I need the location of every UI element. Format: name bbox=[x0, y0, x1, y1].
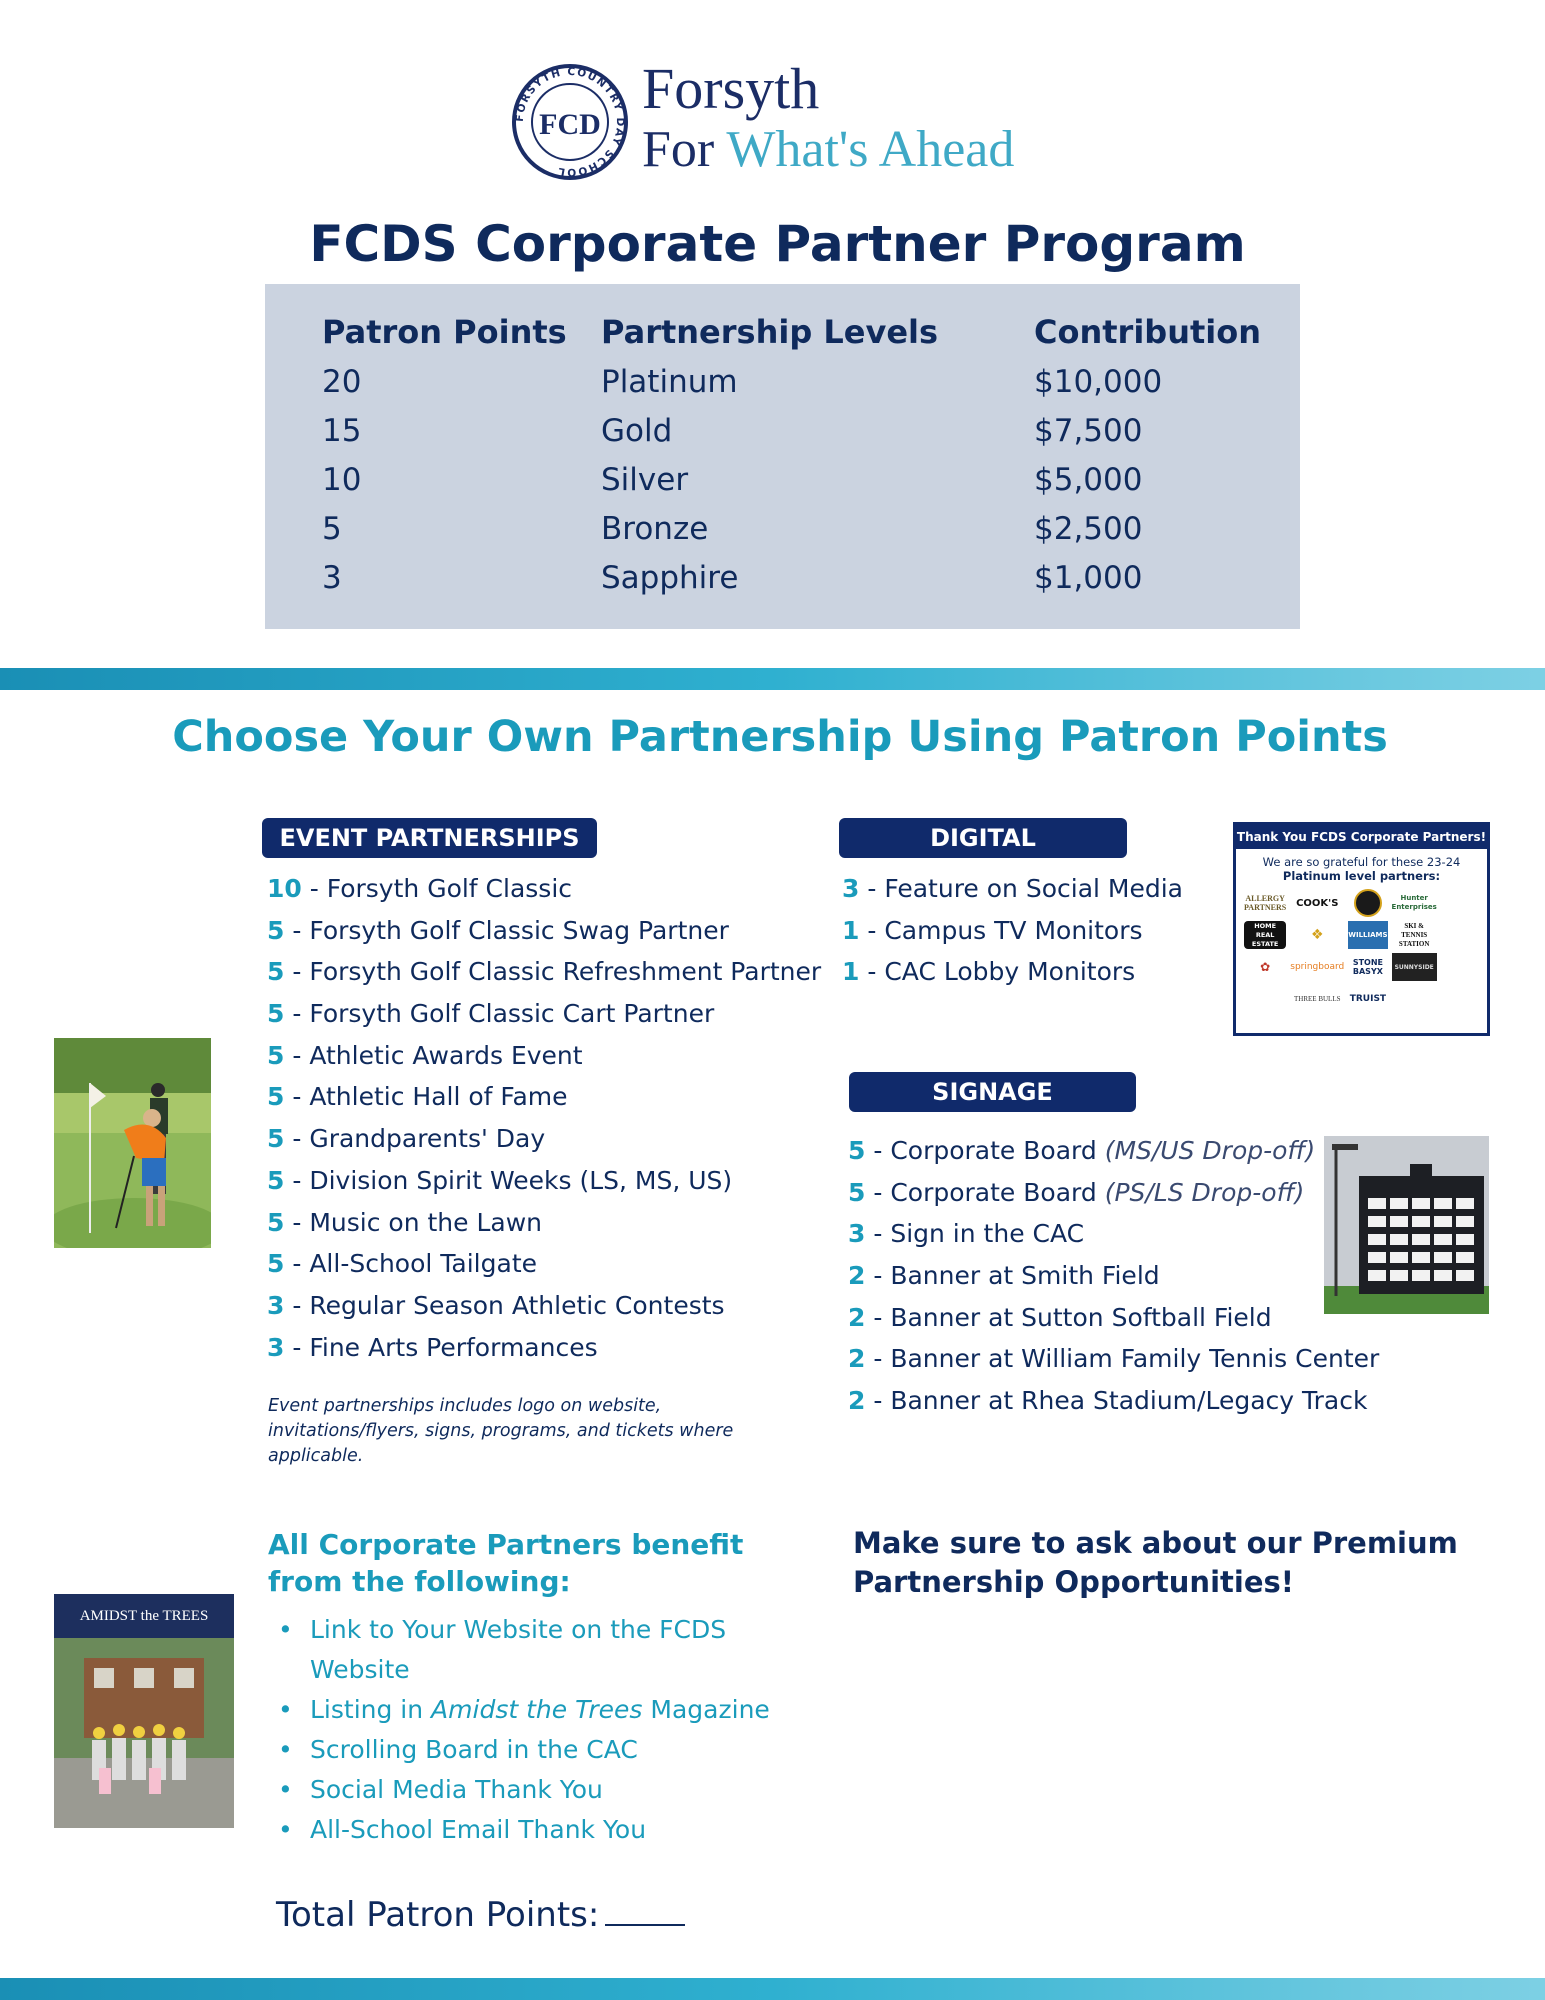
points-value: 10 bbox=[267, 874, 302, 903]
level-cell: Bronze bbox=[601, 511, 709, 547]
list-item: 5 - Corporate Board (MS/US Drop-off) bbox=[848, 1136, 1316, 1165]
item-label: Forsyth Golf Classic bbox=[326, 874, 573, 903]
points-value: 5 bbox=[267, 957, 285, 987]
item-label: Grandparents' Day bbox=[309, 1124, 546, 1154]
level-cell: Sapphire bbox=[601, 560, 739, 596]
partner-logo: ✿ bbox=[1260, 959, 1271, 974]
benefit-text: Scrolling Board in the CAC bbox=[310, 1735, 638, 1764]
partner-logo bbox=[1348, 889, 1387, 917]
partner-logo bbox=[1392, 985, 1437, 1013]
partner-logo bbox=[1441, 985, 1479, 1013]
list-item: 5 - Corporate Board (PS/LS Drop-off) bbox=[848, 1177, 1305, 1207]
points-value: 5 bbox=[267, 1124, 285, 1154]
item-label: Athletic Awards Event bbox=[309, 1040, 583, 1070]
school-wordmark bbox=[642, 56, 1015, 178]
wordmark-line1: Forsyth bbox=[642, 56, 820, 121]
wordmark-for: For bbox=[642, 121, 715, 178]
points-value: 3 bbox=[267, 1332, 285, 1362]
partner-logo: springboard bbox=[1290, 961, 1345, 972]
magazine-photo bbox=[54, 1638, 234, 1828]
points-value: 5 bbox=[267, 1040, 285, 1070]
list-item: 2 - Banner at Smith Field bbox=[848, 1261, 1160, 1291]
benefit-item bbox=[278, 1770, 798, 1810]
item-label: Banner at Rhea Stadium/Legacy Track bbox=[890, 1386, 1368, 1416]
points-value: 5 bbox=[848, 1177, 866, 1207]
partner-logo: SUNNYSIDE bbox=[1392, 953, 1437, 981]
seal-text: FORSYTH COUNTRY DAY SCHOOL bbox=[513, 65, 627, 179]
contribution-column bbox=[1034, 306, 1261, 603]
partner-logo: STONE BASYX bbox=[1352, 958, 1383, 976]
benefits-list bbox=[278, 1610, 798, 1850]
golf-photo bbox=[54, 1038, 211, 1248]
benefit-text: All-School Email Thank You bbox=[310, 1815, 647, 1844]
points-value: 1 bbox=[842, 957, 860, 987]
partner-logo: WILLIAMS bbox=[1348, 921, 1387, 949]
partner-logo bbox=[1244, 985, 1286, 1013]
corporate-sign-photo bbox=[1324, 1136, 1489, 1314]
benefit-text: Social Media Thank You bbox=[310, 1775, 603, 1804]
partner-logo: THREE BULLS bbox=[1294, 994, 1341, 1003]
item-label: Fine Arts Performances bbox=[309, 1332, 598, 1362]
choose-heading: Choose Your Own Partnership Using Patron Points bbox=[172, 712, 1388, 762]
points-cell: 5 bbox=[322, 511, 342, 547]
points-value: 2 bbox=[848, 1302, 866, 1332]
points-value: 5 bbox=[267, 1165, 285, 1195]
list-item: 1 - CAC Lobby Monitors bbox=[842, 957, 1136, 987]
benefit-item bbox=[278, 1690, 798, 1730]
points-value: 5 bbox=[267, 999, 285, 1029]
contribution-cell: $5,000 bbox=[1034, 462, 1143, 498]
level-cell: Platinum bbox=[601, 364, 738, 400]
item-label: CAC Lobby Monitors bbox=[884, 957, 1136, 987]
signage-label: SIGNAGE bbox=[849, 1072, 1136, 1112]
points-value: 3 bbox=[848, 1219, 866, 1249]
item-label: Corporate Board bbox=[890, 1177, 1097, 1207]
item-label: Regular Season Athletic Contests bbox=[309, 1290, 725, 1320]
partner-logo: COOK'S bbox=[1296, 897, 1339, 909]
benefit-item bbox=[278, 1810, 798, 1850]
list-item: 5 - Grandparents' Day bbox=[267, 1124, 546, 1154]
wordmark-line2 bbox=[642, 121, 1015, 178]
partner-logo: ALLERGY PARTNERS bbox=[1244, 894, 1287, 912]
list-item: 3 - Regular Season Athletic Contests bbox=[267, 1290, 725, 1320]
points-value: 3 bbox=[842, 874, 860, 903]
item-label: Banner at Smith Field bbox=[890, 1261, 1160, 1291]
points-value: 2 bbox=[848, 1386, 866, 1416]
list-item: 5 - Forsyth Golf Classic Swag Partner bbox=[267, 915, 729, 945]
event-note: Event partnerships includes logo on website, invitations/flyers, signs, programs, and tickets where applicable. bbox=[268, 1396, 734, 1466]
card-subtitle bbox=[1236, 855, 1487, 883]
total-points-blank[interactable] bbox=[605, 1894, 685, 1926]
list-item: 3 - Fine Arts Performances bbox=[267, 1332, 598, 1362]
list-item: 1 - Campus TV Monitors bbox=[842, 915, 1143, 945]
seal-monogram: FCD bbox=[539, 108, 601, 141]
item-label: Feature on Social Media bbox=[884, 874, 1183, 903]
contribution-header: Contribution bbox=[1034, 313, 1262, 351]
points-value: 5 bbox=[267, 1207, 285, 1237]
list-item: 10 - Forsyth Golf Classic bbox=[267, 874, 573, 903]
points-value: 5 bbox=[848, 1136, 866, 1165]
points-value: 5 bbox=[267, 915, 285, 945]
item-label: Sign in the CAC bbox=[890, 1219, 1085, 1249]
list-item: 5 - Athletic Hall of Fame bbox=[267, 1082, 568, 1112]
event-partnerships-list bbox=[267, 868, 821, 1368]
contribution-cell: $2,500 bbox=[1034, 511, 1143, 547]
list-item: 3 - Sign in the CAC bbox=[848, 1219, 1085, 1249]
thank-you-partners-card bbox=[1233, 822, 1490, 1036]
premium-callout: Make sure to ask about our Premium Partnership Opportunities! bbox=[853, 1526, 1458, 1599]
partner-logo: ❖ bbox=[1310, 926, 1324, 943]
benefit-text: Listing in bbox=[310, 1695, 432, 1724]
item-label: Forsyth Golf Classic Swag Partner bbox=[309, 915, 729, 945]
points-cell: 10 bbox=[322, 462, 362, 498]
total-points-label: Total Patron Points: bbox=[276, 1895, 600, 1935]
list-item: 5 - Athletic Awards Event bbox=[267, 1040, 583, 1070]
page-title: FCDS Corporate Partner Program bbox=[309, 215, 1246, 273]
item-label: All-School Tailgate bbox=[309, 1249, 538, 1279]
partner-logo: HOME REAL ESTATE bbox=[1244, 921, 1286, 949]
points-cell: 3 bbox=[322, 560, 342, 596]
list-item: 2 - Banner at William Family Tennis Center bbox=[848, 1344, 1380, 1374]
points-value: 5 bbox=[267, 1082, 285, 1112]
item-label: Athletic Hall of Fame bbox=[309, 1082, 568, 1112]
points-value: 1 bbox=[842, 915, 860, 945]
item-note: (PS/LS Drop-off) bbox=[1104, 1177, 1305, 1207]
contribution-cell: $1,000 bbox=[1034, 560, 1143, 596]
list-item: 5 - All-School Tailgate bbox=[267, 1249, 538, 1279]
levels-header: Partnership Levels bbox=[601, 313, 939, 351]
item-label: Banner at Sutton Softball Field bbox=[890, 1302, 1272, 1332]
levels-column bbox=[601, 306, 938, 603]
magazine-title: AMIDST the TREES bbox=[79, 1608, 209, 1624]
item-label: Forsyth Golf Classic Refreshment Partner bbox=[309, 957, 822, 987]
points-cell: 20 bbox=[322, 364, 362, 400]
list-item: 2 - Banner at Sutton Softball Field bbox=[848, 1302, 1272, 1332]
partnership-levels-table bbox=[265, 284, 1300, 629]
partner-logo bbox=[1441, 889, 1479, 917]
magazine-name: Amidst the Trees bbox=[431, 1695, 643, 1724]
benefit-text: Link to Your Website on the FCDS Website bbox=[310, 1615, 727, 1684]
level-cell: Gold bbox=[601, 413, 673, 449]
signage-list bbox=[848, 1130, 1379, 1422]
digital-list bbox=[842, 868, 1183, 993]
points-header: Patron Points bbox=[322, 313, 567, 351]
school-seal-logo bbox=[510, 62, 630, 182]
total-points-field bbox=[276, 1894, 685, 1935]
benefit-item bbox=[278, 1730, 798, 1770]
item-label: Division Spirit Weeks (LS, MS, US) bbox=[309, 1165, 733, 1195]
partner-logo-grid bbox=[1236, 883, 1487, 1019]
points-value: 3 bbox=[267, 1290, 285, 1320]
list-item: 5 - Forsyth Golf Classic Cart Partner bbox=[267, 999, 715, 1029]
partner-logo bbox=[1441, 953, 1479, 981]
item-label: Forsyth Golf Classic Cart Partner bbox=[309, 999, 715, 1029]
contribution-cell: $7,500 bbox=[1034, 413, 1143, 449]
partner-logo: Hunter Enterprises bbox=[1391, 894, 1437, 911]
points-column bbox=[322, 306, 567, 603]
partner-logo: SKI & TENNIS STATION bbox=[1398, 921, 1430, 948]
points-cell: 15 bbox=[322, 413, 362, 449]
event-partnerships-label: EVENT PARTNERSHIPS bbox=[262, 818, 597, 858]
points-value: 2 bbox=[848, 1344, 866, 1374]
footer-stripe bbox=[0, 1978, 1545, 2000]
card-title: Thank You FCDS Corporate Partners! bbox=[1236, 825, 1487, 849]
item-label: Campus TV Monitors bbox=[884, 915, 1143, 945]
benefits-heading: All Corporate Partners benefit from the following: bbox=[268, 1528, 744, 1598]
card-subtitle-line1: We are so grateful for these 23-24 bbox=[1262, 855, 1461, 869]
item-label: Music on the Lawn bbox=[309, 1207, 543, 1237]
list-item: 3 - Feature on Social Media bbox=[842, 874, 1183, 903]
divider-stripe bbox=[0, 668, 1545, 690]
digital-label: DIGITAL bbox=[839, 818, 1127, 858]
list-item: 5 - Forsyth Golf Classic Refreshment Partner bbox=[267, 957, 822, 987]
list-item: 2 - Banner at Rhea Stadium/Legacy Track bbox=[848, 1386, 1368, 1416]
list-item: 5 - Division Spirit Weeks (LS, MS, US) bbox=[267, 1165, 733, 1195]
item-label: Corporate Board bbox=[890, 1136, 1097, 1165]
list-item: 5 - Music on the Lawn bbox=[267, 1207, 543, 1237]
item-note: (MS/US Drop-off) bbox=[1104, 1136, 1316, 1165]
partner-logo: TRUIST bbox=[1349, 993, 1387, 1004]
points-value: 5 bbox=[267, 1249, 285, 1279]
contribution-cell: $10,000 bbox=[1034, 364, 1163, 400]
benefit-item bbox=[278, 1610, 798, 1690]
level-cell: Silver bbox=[601, 462, 689, 498]
item-label: Banner at William Family Tennis Center bbox=[890, 1344, 1380, 1374]
magazine-cover bbox=[54, 1594, 234, 1828]
partner-logo bbox=[1441, 921, 1479, 949]
points-value: 2 bbox=[848, 1261, 866, 1291]
benefit-text: Magazine bbox=[642, 1695, 770, 1724]
wordmark-ahead: What's Ahead bbox=[726, 121, 1015, 178]
card-subtitle-line2: Platinum level partners: bbox=[1282, 869, 1441, 883]
